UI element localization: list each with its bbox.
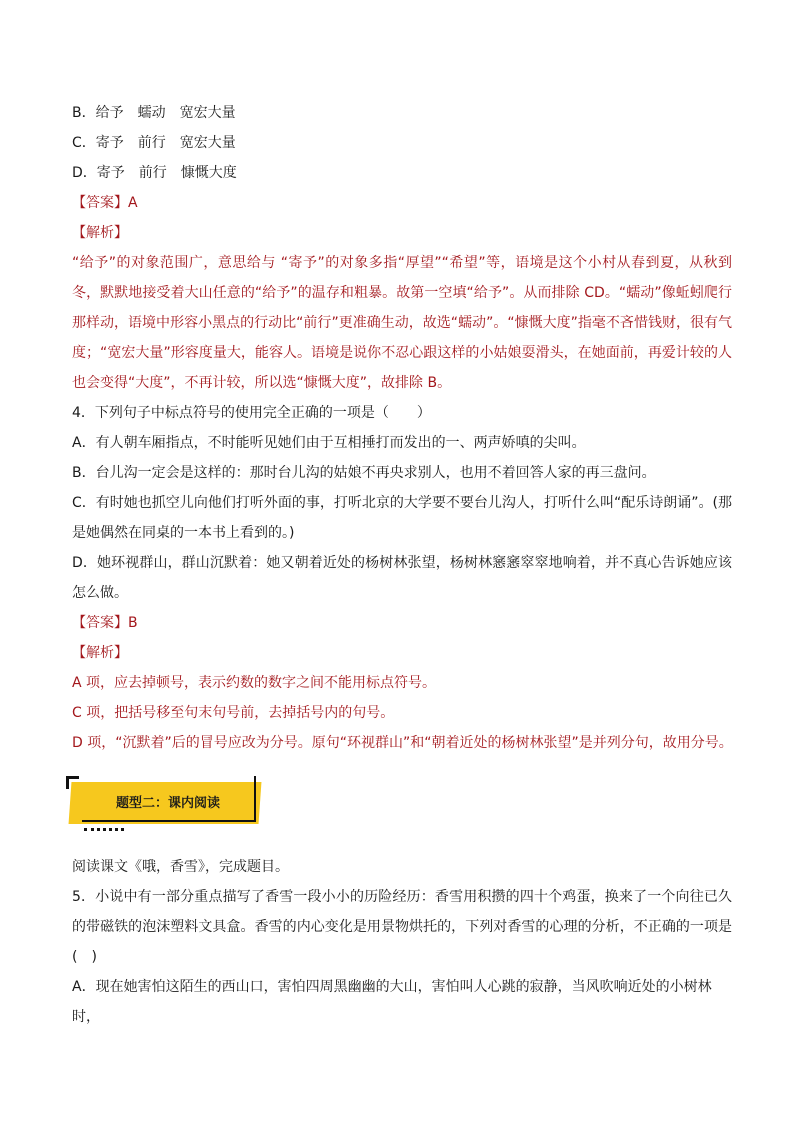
banner-dots-decoration	[84, 828, 124, 835]
q4-option-d: D．她环视群山，群山沉默着：她又朝着近处的杨树林张望，杨树林窸窸窣窣地响着，并不真心告诉她应该怎么做。	[72, 555, 732, 601]
document-page	[72, 98, 732, 1032]
answer-tag: 【答案】	[72, 615, 128, 631]
q4-analysis-d: D 项，“沉默着”后的冒号应改为分号。原句“环视群山”和“朝着近处的杨树林张望”是并列分句，故用分号。	[72, 735, 733, 751]
q5-option-a: A．现在她害怕这陌生的西山口，害怕四周黑幽幽的大山，害怕叫人心跳的寂静，当风吹响近处的小树林时，	[72, 979, 712, 1025]
q5-stem: 5．小说中有一部分重点描写了香雪一段小小的历险经历：香雪用积攒的四十个鸡蛋，换来了一个向往已久的带磁铁的泡沫塑料文具盒。香雪的内心变化是用景物烘托的，下列对香雪的心理的分析，不正确的一项是( )	[72, 889, 732, 965]
section-banner	[72, 772, 732, 842]
answer-tag: 【答案】	[72, 195, 128, 211]
q3-option-d: D．寄予 前行 慷慨大度	[72, 165, 237, 181]
q4-option-a: A．有人朝车厢指点，不时能听见她们由于互相捶打而发出的一、两声娇嗔的尖叫。	[72, 435, 586, 451]
q5-intro: 阅读课文《哦，香雪》，完成题目。	[72, 859, 289, 875]
banner-corner-decoration	[66, 776, 79, 789]
section-title: 题型二：课内阅读	[116, 796, 221, 811]
q3-analysis-text: “给予”的对象范围广，意思给与 “寄予”的对象多指“厚望”“希望”等，语境是这个小村从春到夏，从秋到冬，默默地接受着大山任意的“给予”的温存和粗暴。故第一空填“给予”。从而排除 CD。“蠕动”像蚯蚓爬行那样动，语境中形容小黑点的行动比“前行”更准确生动，故选“蠕动”。“慷慨大度”指毫不吝惜钱财，很有气度；“宽宏大量”形容度量大，能容人。语境是说你不忍心跟这样的小姑娘耍滑头，在她面前，再爱计较的人也会变得“大度”，不再计较，所以选“慷慨大度”，故排除 B。	[72, 255, 732, 391]
q4-analysis-a: A 项，应去掉顿号，表示约数的数字之间不能用标点符号。	[72, 675, 437, 691]
q3-option-b: B．给予 蠕动 宽宏大量	[72, 105, 236, 121]
q4-analysis-c: C 项，把括号移至句末句号前，去掉括号内的句号。	[72, 705, 395, 721]
q3-answer	[72, 188, 732, 218]
q3-option-c: C．寄予 前行 宽宏大量	[72, 135, 236, 151]
q3-analysis-tag: 【解析】	[72, 225, 128, 241]
answer-value: A	[128, 195, 138, 211]
q4-analysis-tag: 【解析】	[72, 645, 128, 661]
answer-value: B	[128, 615, 138, 631]
q4-answer	[72, 608, 732, 638]
q4-option-c: C．有时她也抓空儿向他们打听外面的事，打听北京的大学要不要台儿沟人，打听什么叫“配乐诗朗诵”。(那是她偶然在同桌的一本书上看到的。)	[72, 495, 732, 541]
q4-stem: 4．下列句子中标点符号的使用完全正确的一项是（ ）	[72, 405, 431, 421]
q4-option-b: B．台儿沟一定会是这样的：那时台儿沟的姑娘不再央求别人，也用不着回答人家的再三盘问。	[72, 465, 656, 481]
